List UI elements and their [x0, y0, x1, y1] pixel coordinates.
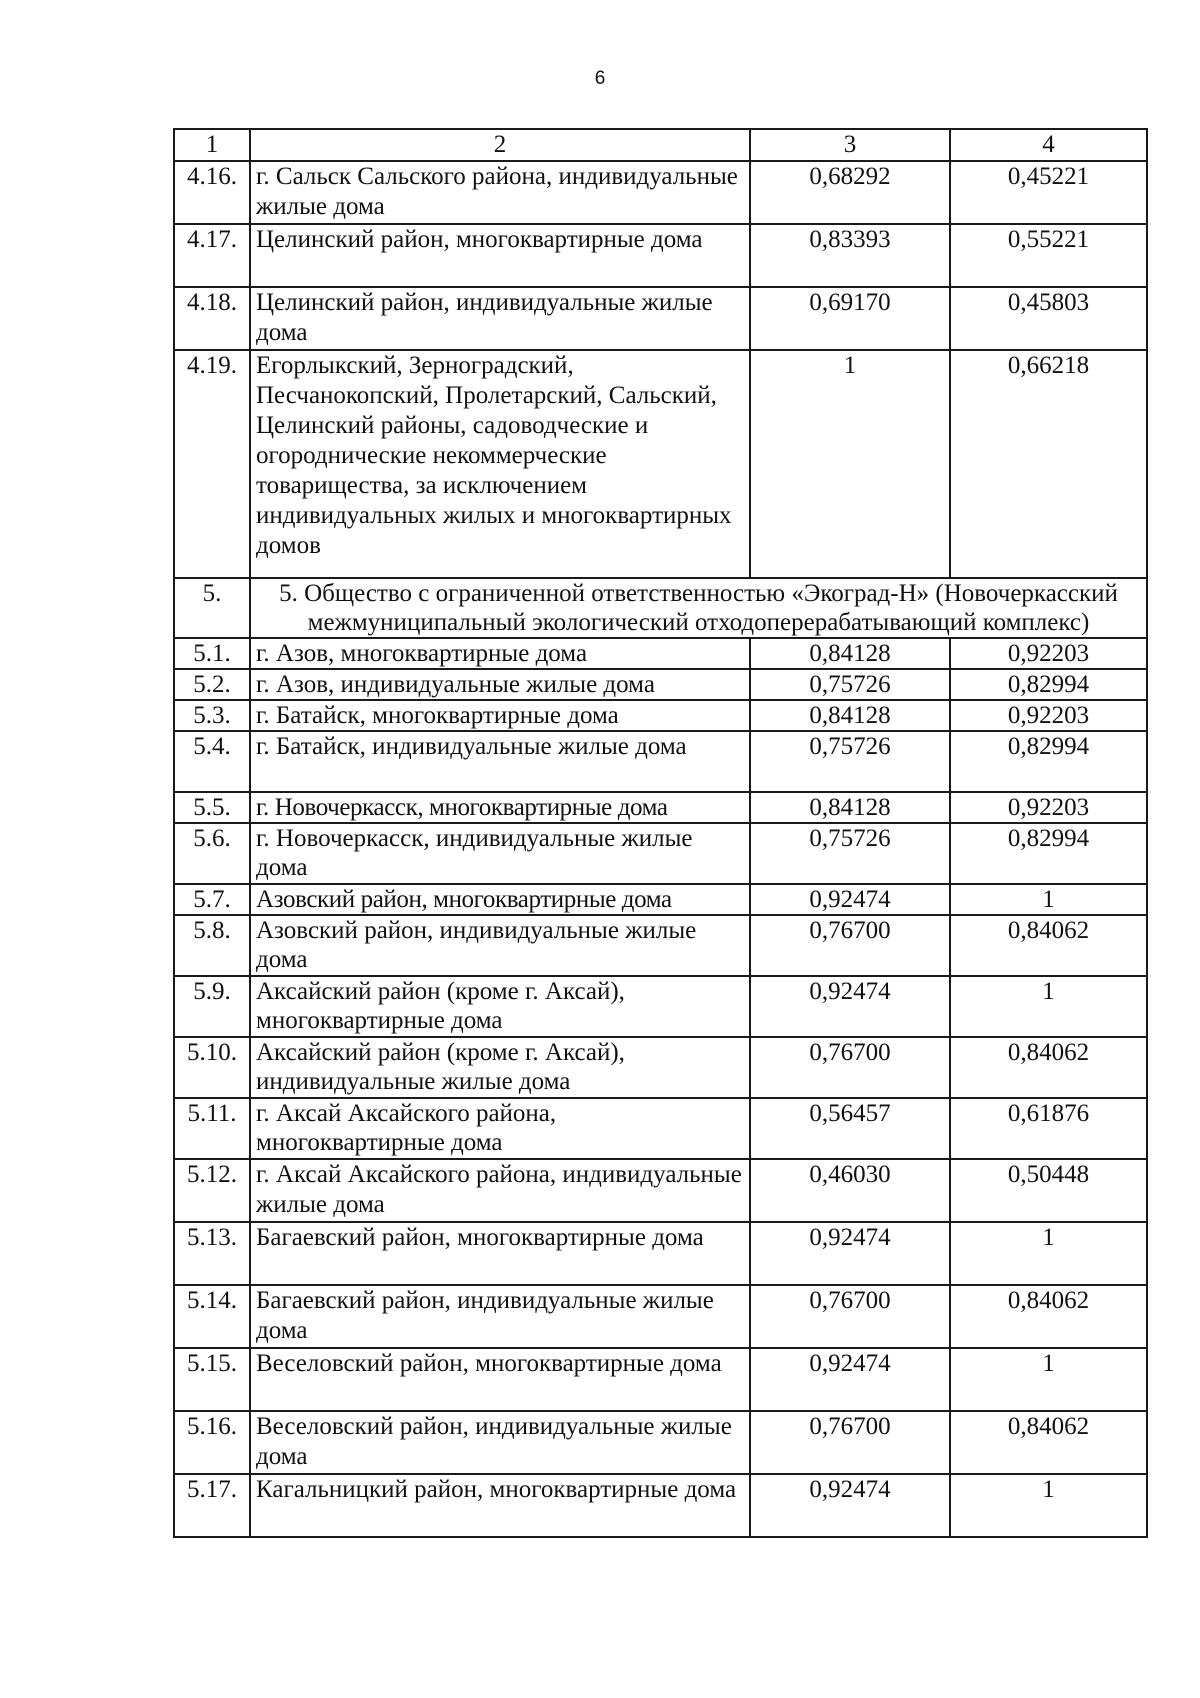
table-row	[174, 731, 1147, 792]
row-value-col4: 0,50448	[950, 1159, 1147, 1222]
table-row	[174, 915, 1147, 976]
row-value-col4: 0,84062	[950, 1285, 1147, 1348]
row-value-col4: 0,82994	[950, 669, 1147, 700]
row-value-col3: 0,46030	[750, 1159, 950, 1222]
row-value-col3: 0,83393	[750, 224, 950, 287]
row-number: 5.9.	[174, 976, 250, 1037]
row-value-col4: 1	[950, 976, 1147, 1037]
row-name: Азовский район, индивидуальные жилые дома	[250, 915, 750, 976]
row-value-col4: 1	[950, 1222, 1147, 1285]
table-row	[174, 1037, 1147, 1098]
row-value-col4: 1	[950, 1474, 1147, 1537]
table-row	[174, 350, 1147, 578]
row-value-col4: 0,66218	[950, 350, 1147, 578]
row-name: Целинский район, индивидуальные жилые дома	[250, 287, 750, 350]
table-row	[174, 1411, 1147, 1474]
row-number: 5.17.	[174, 1474, 250, 1537]
row-name: г. Азов, индивидуальные жилые дома	[250, 669, 750, 700]
row-number: 5.13.	[174, 1222, 250, 1285]
table-row	[174, 792, 1147, 823]
row-name: г. Азов, многоквартирные дома	[250, 638, 750, 669]
row-number: 5.15.	[174, 1348, 250, 1411]
row-value-col3: 0,76700	[750, 1037, 950, 1098]
row-value-col4: 0,84062	[950, 915, 1147, 976]
row-value-col3: 0,84128	[750, 700, 950, 731]
row-value-col3: 1	[750, 350, 950, 578]
row-name: Аксайский район (кроме г. Аксай), индивидуальные жилые дома	[250, 1037, 750, 1098]
row-name: г. Сальск Сальского района, индивидуальные жилые дома	[250, 161, 750, 224]
row-value-col3: 0,92474	[750, 976, 950, 1037]
row-name: г. Новочеркасск, многоквартирные дома	[250, 792, 750, 823]
row-value-col3: 0,75726	[750, 669, 950, 700]
table-row	[174, 224, 1147, 287]
row-name: Багаевский район, индивидуальные жилые дома	[250, 1285, 750, 1348]
row-value-col3: 0,75726	[750, 731, 950, 792]
row-number: 5.8.	[174, 915, 250, 976]
table-row	[174, 976, 1147, 1037]
row-value-col3: 0,92474	[750, 1474, 950, 1537]
row-value-col3: 0,92474	[750, 1348, 950, 1411]
row-number: 5.3.	[174, 700, 250, 731]
row-value-col4: 0,92203	[950, 792, 1147, 823]
row-name: Веселовский район, индивидуальные жилые дома	[250, 1411, 750, 1474]
row-number: 4.18.	[174, 287, 250, 350]
row-name: Кагальницкий район, многоквартирные дома	[250, 1474, 750, 1537]
row-value-col4: 0,84062	[950, 1037, 1147, 1098]
row-name: Аксайский район (кроме г. Аксай), многоквартирные дома	[250, 976, 750, 1037]
section-title: 5. Общество с ограниченной ответственностью «Экоград-Н» (Новочеркасский межмуниципальный экологический отходоперерабатывающий комплекс)	[250, 578, 1147, 638]
row-name: Азовский район, многоквартирные дома	[250, 884, 750, 915]
table-row	[174, 287, 1147, 350]
row-value-col4: 0,55221	[950, 224, 1147, 287]
row-value-col3: 0,92474	[750, 884, 950, 915]
row-value-col3: 0,84128	[750, 792, 950, 823]
row-number: 4.19.	[174, 350, 250, 578]
row-name: Багаевский район, многоквартирные дома	[250, 1222, 750, 1285]
page-number: 6	[594, 68, 606, 89]
row-value-col3: 0,69170	[750, 287, 950, 350]
row-number: 5.6.	[174, 823, 250, 884]
row-number: 5.1.	[174, 638, 250, 669]
row-value-col3: 0,76700	[750, 915, 950, 976]
table-row	[174, 1222, 1147, 1285]
row-value-col4: 1	[950, 884, 1147, 915]
row-number: 5.14.	[174, 1285, 250, 1348]
table-row	[174, 1348, 1147, 1411]
section-number: 5.	[174, 578, 250, 638]
header-col-4: 4	[950, 129, 1147, 161]
row-number: 4.17.	[174, 224, 250, 287]
row-value-col3: 0,75726	[750, 823, 950, 884]
row-value-col4: 0,84062	[950, 1411, 1147, 1474]
row-name: г. Батайск, индивидуальные жилые дома	[250, 731, 750, 792]
tariff-coefficients-table	[173, 128, 1148, 1538]
row-name: Целинский район, многоквартирные дома	[250, 224, 750, 287]
row-name: г. Новочеркасск, индивидуальные жилые дома	[250, 823, 750, 884]
row-value-col4: 0,61876	[950, 1098, 1147, 1159]
row-value-col4: 0,82994	[950, 823, 1147, 884]
row-name: Егорлыкский, Зерноградский, Песчанокопский, Пролетарский, Сальский, Целинский районы, садоводческие и огороднические некоммерческие товарищества, за исключением индивидуальных жилых и многоквартирных домов	[250, 350, 750, 578]
row-number: 4.16.	[174, 161, 250, 224]
table-row	[174, 638, 1147, 669]
row-value-col3: 0,76700	[750, 1285, 950, 1348]
row-value-col3: 0,56457	[750, 1098, 950, 1159]
header-col-2: 2	[250, 129, 750, 161]
section-header-row	[174, 578, 1147, 638]
row-value-col3: 0,68292	[750, 161, 950, 224]
row-name: г. Аксай Аксайского района, многоквартирные дома	[250, 1098, 750, 1159]
row-value-col4: 0,45803	[950, 287, 1147, 350]
row-name: г. Батайск, многоквартирные дома	[250, 700, 750, 731]
table-row	[174, 1285, 1147, 1348]
row-number: 5.5.	[174, 792, 250, 823]
row-value-col4: 0,82994	[950, 731, 1147, 792]
table-row	[174, 161, 1147, 224]
row-number: 5.12.	[174, 1159, 250, 1222]
table-row	[174, 669, 1147, 700]
table-row	[174, 823, 1147, 884]
row-number: 5.2.	[174, 669, 250, 700]
table-row	[174, 1474, 1147, 1537]
row-value-col4: 0,45221	[950, 161, 1147, 224]
row-number: 5.11.	[174, 1098, 250, 1159]
row-number: 5.16.	[174, 1411, 250, 1474]
header-col-1: 1	[174, 129, 250, 161]
row-number: 5.10.	[174, 1037, 250, 1098]
row-number: 5.7.	[174, 884, 250, 915]
header-col-3: 3	[750, 129, 950, 161]
table-row	[174, 1159, 1147, 1222]
row-name: Веселовский район, многоквартирные дома	[250, 1348, 750, 1411]
row-name: г. Аксай Аксайского района, индивидуальные жилые дома	[250, 1159, 750, 1222]
row-value-col3: 0,92474	[750, 1222, 950, 1285]
row-value-col3: 0,84128	[750, 638, 950, 669]
row-number: 5.4.	[174, 731, 250, 792]
table-row	[174, 884, 1147, 915]
table-row	[174, 700, 1147, 731]
column-number-header-row	[174, 129, 1147, 161]
table-row	[174, 1098, 1147, 1159]
row-value-col3: 0,76700	[750, 1411, 950, 1474]
row-value-col4: 1	[950, 1348, 1147, 1411]
row-value-col4: 0,92203	[950, 700, 1147, 731]
row-value-col4: 0,92203	[950, 638, 1147, 669]
